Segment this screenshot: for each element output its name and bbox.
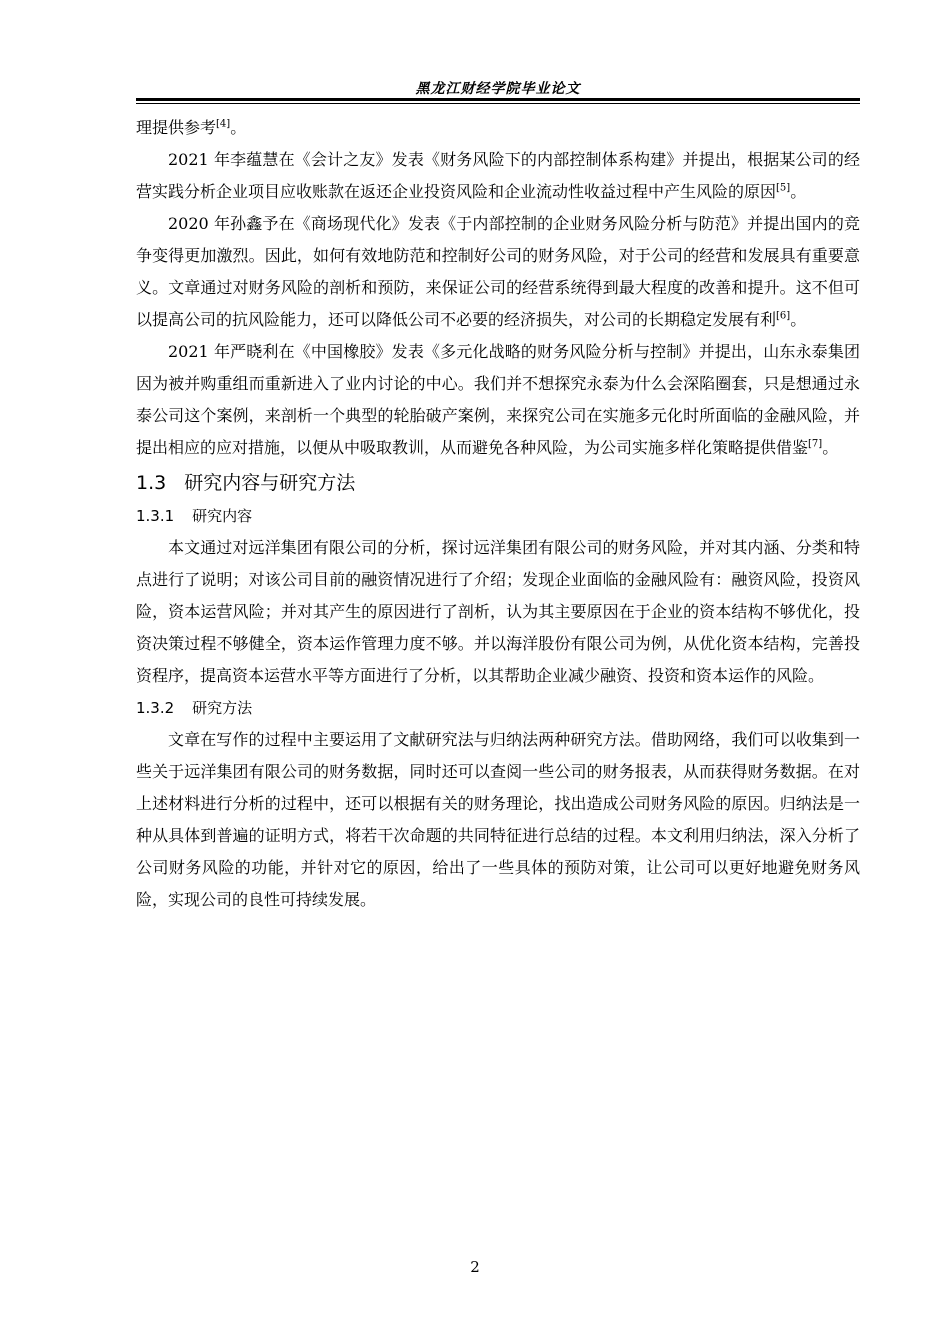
page-number: 2 xyxy=(470,1258,480,1276)
paragraph-yan-xiaoli xyxy=(136,336,860,464)
subsection-title: 研究内容 xyxy=(192,507,253,525)
paragraph-text: 2021 年李蕴慧在《会计之友》发表《财务风险下的内部控制体系构建》并提出，根据某公司的经营实践分析企业项目应收账款在返还企业投资风险和企业流动性收益过程中产生风险的原因 xyxy=(136,150,860,201)
paragraph-sun-xinyu xyxy=(136,208,860,336)
header-rule-thin xyxy=(136,103,860,104)
document-body xyxy=(136,112,860,916)
subsection-number: 1.3.1 xyxy=(136,507,175,525)
paragraph-text: 2021 年严晓利在《中国橡胶》发表《多元化战略的财务风险分析与控制》并提出，山东永泰集团因为被并购重组而重新进入了业内讨论的中心。我们并不想探究永泰为什么会深陷圈套，只是想通过永泰公司这个案例，来剖析一个典型的轮胎破产案例，来探究公司在实施多元化时所面临的金融风险，并提出相应的应对措施，以便从中吸取教训，从而避免各种风险，为公司实施多样化策略提供借鉴 xyxy=(136,342,860,457)
paragraph-continuation xyxy=(136,112,860,144)
citation-ref: [7] xyxy=(808,438,823,450)
paragraph-end: 。 xyxy=(790,310,807,329)
paragraph-li-yunhui xyxy=(136,144,860,208)
paragraph-text: 理提供参考 xyxy=(136,118,217,137)
citation-ref: [4] xyxy=(216,118,231,130)
subsection-heading-1-3-1 xyxy=(136,500,860,532)
paragraph-research-method: 文章在写作的过程中主要运用了文献研究法与归纳法两种研究方法。借助网络，我们可以收集到一些关于远洋集团有限公司的财务数据，同时还可以查阅一些公司的财务报表，从而获得财务数据。在对上述材料进行分析的过程中，还可以根据有关的财务理论，找出造成公司财务风险的原因。归纳法是一种从具体到普遍的证明方式，将若干次命题的共同特征进行总结的过程。本文利用归纳法，深入分析了公司财务风险的功能，并针对它的原因，给出了一些具体的预防对策，让公司可以更好地避免财务风险，实现公司的良性可持续发展。 xyxy=(136,730,860,909)
section-number: 1.3 xyxy=(136,472,167,494)
subsection-number: 1.3.2 xyxy=(136,699,175,717)
citation-ref: [5] xyxy=(776,182,791,194)
section-title: 研究内容与研究方法 xyxy=(184,472,356,494)
subsection-title: 研究方法 xyxy=(192,699,253,717)
paragraph-end: 。 xyxy=(230,118,247,137)
header-rule-thick xyxy=(136,98,860,101)
paragraph-end: 。 xyxy=(790,182,807,201)
citation-ref: [6] xyxy=(776,310,791,322)
paragraph-research-content: 本文通过对远洋集团有限公司的分析，探讨远洋集团有限公司的财务风险，并对其内涵、分类和特点进行了说明；对该公司目前的融资情况进行了介绍；发现企业面临的金融风险有：融资风险，投资风险，资本运营风险；并对其产生的原因进行了剖析，认为其主要原因在于企业的资本结构不够优化，投资决策过程不够健全，资本运作管理力度不够。并以海洋股份有限公司为例，从优化资本结构，完善投资程序，提高资本运营水平等方面进行了分析，以其帮助企业减少融资、投资和资本运作的风险。 xyxy=(136,538,860,685)
subsection-heading-1-3-2 xyxy=(136,692,860,724)
paragraph-end: 。 xyxy=(822,438,839,457)
paragraph-text: 2020 年孙鑫予在《商场现代化》发表《于内部控制的企业财务风险分析与防范》并提出国内的竞争变得更加激烈。因此，如何有效地防范和控制好公司的财务风险，对于公司的经营和发展具有重要意义。文章通过对财务风险的剖析和预防，来保证公司的经营系统得到最大程度的改善和提升。这不但可以提高公司的抗风险能力，还可以降低公司不必要的经济损失，对公司的长期稳定发展有利 xyxy=(136,214,860,329)
header-title: 黑龙江财经学院毕业论文 xyxy=(415,81,581,97)
section-heading-1-3 xyxy=(136,466,860,500)
